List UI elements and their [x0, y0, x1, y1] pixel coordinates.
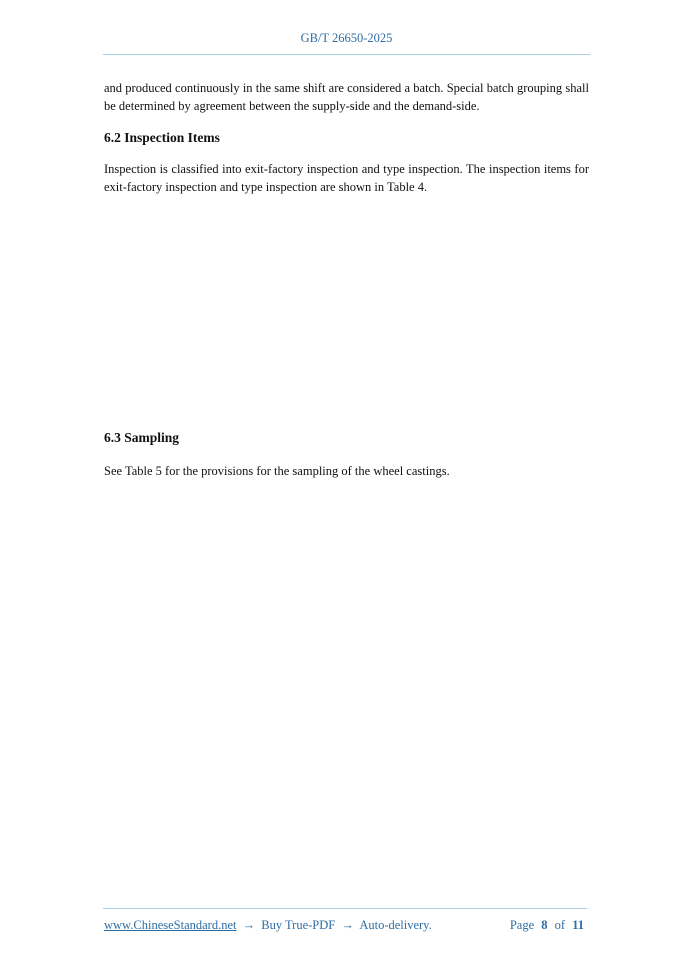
- page-total: 11: [572, 918, 584, 932]
- page-label: Page: [509, 918, 535, 932]
- section-heading-6-2: 6.2 Inspection Items: [104, 130, 220, 145]
- section-6-3-body: [104, 462, 589, 480]
- page-indicator: [510, 918, 584, 933]
- auto-delivery-text: Auto-delivery.: [359, 918, 432, 932]
- arrow-right-icon: →: [341, 918, 354, 932]
- document-header-title: GB/T 26650-2025: [300, 31, 393, 45]
- section-paragraph-6-3: See Table 5 for the provisions for the sampling of the wheel castings.: [104, 464, 450, 478]
- page-current: 8: [541, 918, 548, 932]
- continuation-paragraph: and produced continuously in the same shift are considered a batch. Special batch grouping shall be determined by agreement between the supply-side and the demand-side.: [104, 81, 589, 113]
- page-of-label: of: [554, 918, 566, 932]
- footer-divider: [103, 908, 587, 909]
- page-footer: [104, 918, 584, 933]
- chinesestandard-link[interactable]: www.ChineseStandard.net: [104, 918, 237, 932]
- continuation-paragraph-block: [104, 79, 589, 115]
- header-divider: [103, 54, 590, 55]
- section-paragraph-6-2: Inspection is classified into exit-factory inspection and type inspection. The inspection items for exit-factory inspection and type inspection are shown in Table 4.: [104, 162, 589, 194]
- section-heading-6-3: 6.3 Sampling: [104, 430, 180, 445]
- arrow-right-icon: →: [242, 918, 256, 932]
- footer-left: [104, 918, 432, 933]
- section-6-2: [104, 130, 589, 146]
- section-6-2-body: [104, 160, 589, 196]
- buy-true-pdf-text: Buy True-PDF: [261, 918, 336, 932]
- section-6-3: [104, 430, 589, 446]
